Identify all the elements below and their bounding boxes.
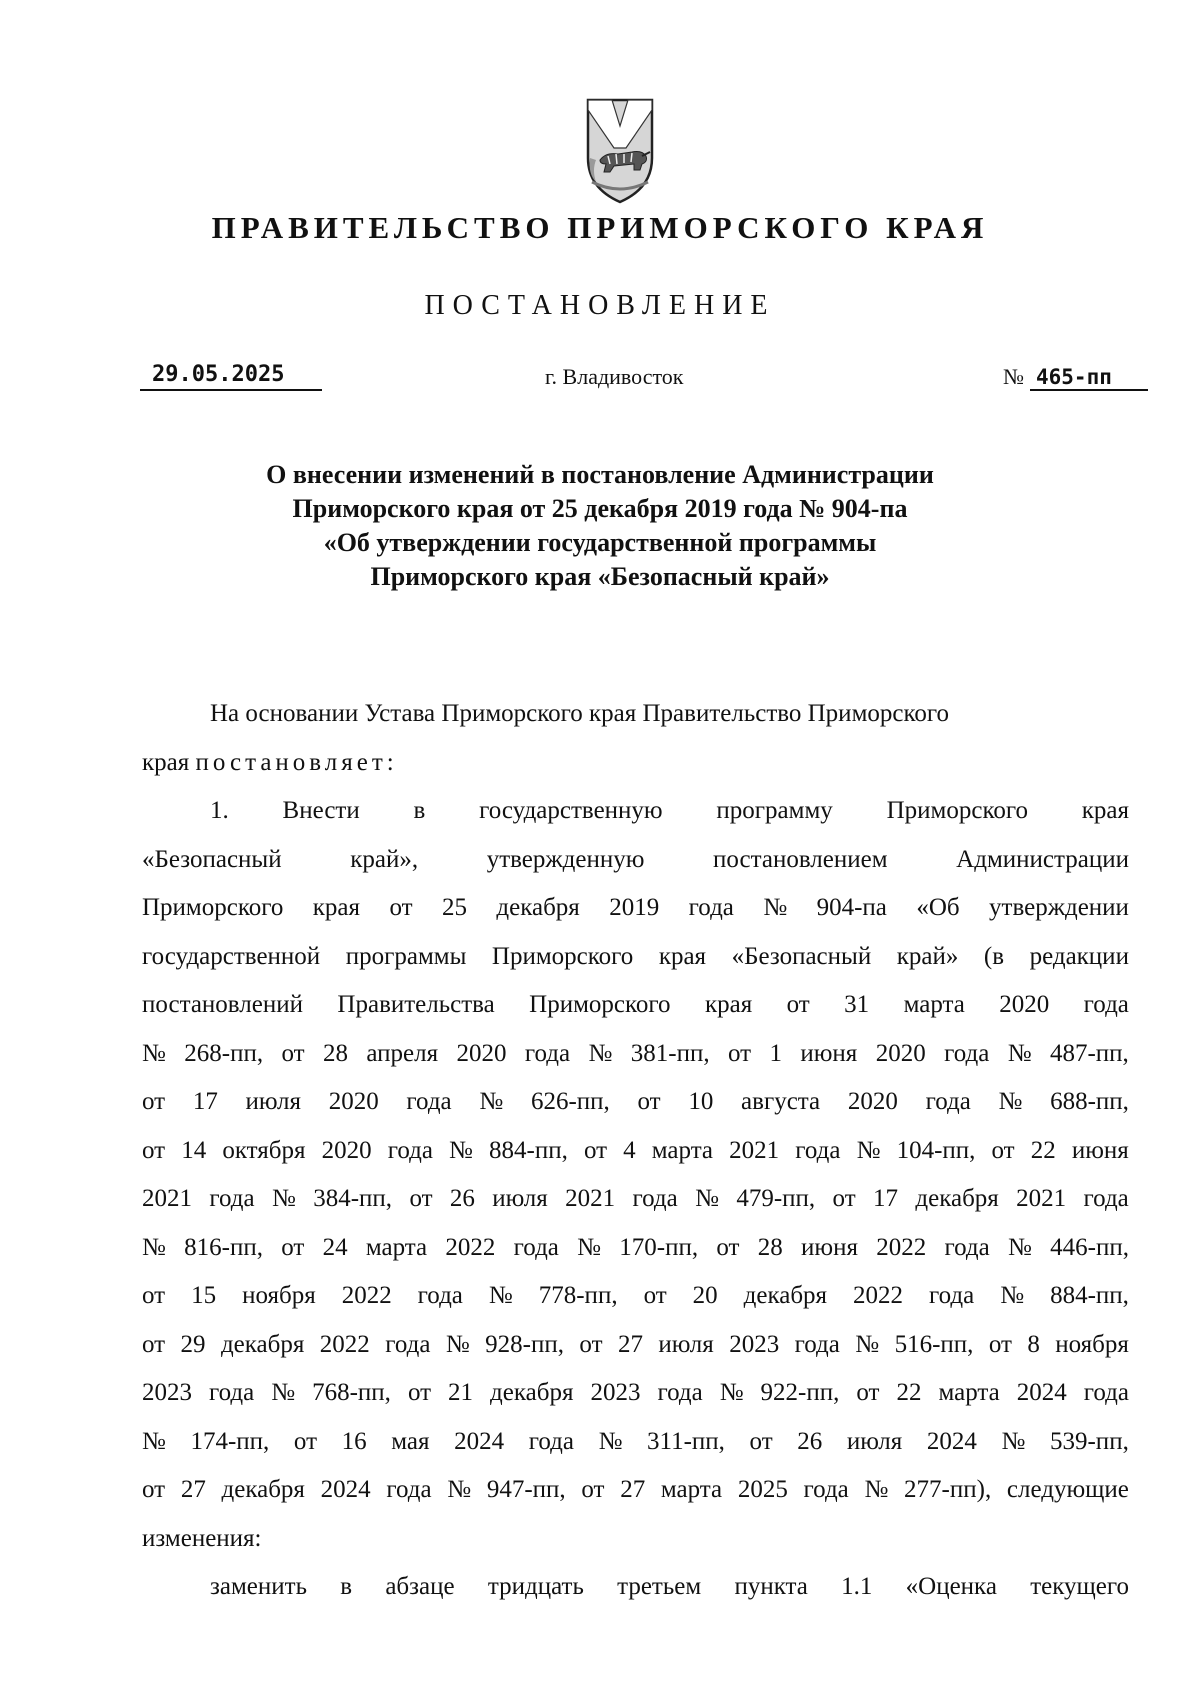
body-word: 28 (322, 1039, 348, 1067)
body-word: 28 (757, 1233, 783, 1261)
subject-line: Приморского края «Безопасный край» (370, 562, 830, 591)
body-word: края (142, 748, 190, 776)
body-word: от (643, 1282, 667, 1309)
body-word: июля (492, 1185, 548, 1212)
body-line (142, 933, 1129, 982)
body-word: № (1007, 1039, 1032, 1067)
body-word: № (1008, 1233, 1032, 1261)
body-word: 384-пп, (313, 1185, 393, 1212)
body-word: 2022 (853, 1282, 904, 1309)
body-word: 25 (441, 894, 467, 921)
body-word: 15 (191, 1282, 217, 1309)
body-word: № (142, 1039, 166, 1067)
body-word: края (704, 991, 753, 1018)
body-word: от (786, 991, 810, 1018)
body-word: июля (658, 1330, 714, 1358)
body-word: № (1000, 1282, 1025, 1309)
body-word: 2024 (320, 1476, 371, 1503)
document-body (142, 690, 1129, 1612)
body-word: от (142, 1330, 166, 1358)
subject-line: О внесении изменений в постановление Администрации (266, 460, 934, 489)
body-word: 311-пп, (647, 1427, 725, 1455)
body-line (142, 1563, 1129, 1612)
body-word: декабря (220, 1330, 305, 1358)
body-word: утверждении (989, 894, 1129, 921)
body-word: 516-пп, (894, 1330, 974, 1358)
body-word: от (409, 1185, 433, 1212)
body-word: 2022 (876, 1233, 927, 1261)
body-word: ноября (242, 1282, 316, 1309)
body-word: от (637, 1088, 661, 1115)
body-word: 816-пп, (184, 1233, 263, 1261)
body-word: край» (896, 942, 959, 970)
body-word: № (1001, 1427, 1026, 1455)
body-word: от (716, 1233, 740, 1261)
body-word: октября (222, 1136, 306, 1164)
body-word: 1 (769, 1039, 782, 1067)
body-word: от (856, 1379, 880, 1406)
body-word: года (632, 1185, 678, 1212)
body-line (142, 787, 1129, 836)
body-word: от (583, 1136, 608, 1164)
body-line (142, 1078, 1129, 1127)
body-word: 446-пп, (1050, 1233, 1129, 1261)
body-line (142, 1321, 1129, 1370)
body-word: от (293, 1427, 318, 1455)
body-word: 27 (617, 1330, 643, 1358)
body-word: «Об (916, 894, 960, 921)
body-line (142, 1466, 1129, 1515)
body-word: 21 (448, 1379, 474, 1406)
body-word: абзаце (385, 1573, 455, 1600)
body-word: следующие (1006, 1476, 1129, 1503)
body-word: 31 (844, 991, 870, 1018)
body-word: 27 (620, 1476, 646, 1503)
body-word: № (588, 1039, 613, 1067)
body-word: (в (983, 942, 1005, 970)
body-word: августа (741, 1088, 821, 1115)
body-word: июля (245, 1088, 301, 1115)
body-word: 1. (210, 797, 229, 824)
body-word: года (417, 1282, 463, 1309)
body-line (142, 884, 1129, 933)
body-word: «Безопасный (142, 845, 282, 873)
body-word: 27 (180, 1476, 206, 1503)
body-word: года (528, 1427, 574, 1455)
coat-of-arms-emblem (582, 96, 658, 206)
body-word: года (794, 1330, 840, 1358)
body-word: от (749, 1427, 773, 1455)
body-word: от (142, 1136, 166, 1164)
body-word: года (386, 1476, 432, 1503)
body-word: Приморского (886, 797, 1028, 824)
body-word: края (312, 894, 361, 921)
body-word: марта (651, 1136, 714, 1164)
body-word: 2021 (1016, 1185, 1067, 1212)
body-line: изменения: (142, 1524, 262, 1552)
body-word: от (142, 1088, 166, 1115)
body-word: от (727, 1039, 752, 1067)
body-word: 768-пп, (312, 1379, 391, 1406)
body-word: «Безопасный (731, 942, 872, 970)
body-word: края (658, 942, 707, 970)
body-word: 922-пп, (760, 1379, 840, 1406)
body-word: 2021 (565, 1185, 616, 1212)
body-word: декабря (496, 894, 580, 921)
body-word: тридцать (487, 1573, 584, 1600)
body-line (142, 1030, 1129, 1079)
body-word: третьем (617, 1573, 702, 1600)
body-word: 884-пп, (489, 1136, 568, 1164)
body-word: 2023 (590, 1379, 641, 1406)
body-word: 17 (192, 1088, 218, 1115)
body-word: от (142, 1282, 166, 1309)
body-word: 22 (1030, 1136, 1056, 1164)
body-word: от (407, 1379, 432, 1406)
body-word: 539-пп, (1049, 1427, 1129, 1455)
number-sign: № (1003, 364, 1024, 389)
body-word: года (385, 1330, 431, 1358)
body-word: № (695, 1185, 719, 1212)
body-word: мая (391, 1427, 430, 1455)
body-word: № (271, 1185, 296, 1212)
body-word: 688-пп, (1050, 1088, 1129, 1115)
body-word: года (657, 1379, 703, 1406)
body-word: года (1083, 1379, 1129, 1406)
body-word: года (1083, 991, 1129, 1018)
body-word: № (445, 1330, 470, 1358)
body-word: года (688, 894, 734, 921)
body-word: года (803, 1476, 849, 1503)
body-word: 174-пп, (190, 1427, 270, 1455)
body-word: от (142, 1476, 166, 1503)
body-word: декабря (490, 1379, 574, 1406)
body-word: 2023 (142, 1379, 192, 1406)
body-word: № (763, 894, 788, 921)
body-word: № (142, 1427, 166, 1455)
body-word: 904-па (816, 894, 887, 921)
body-word: декабря (221, 1476, 305, 1503)
body-line (142, 1127, 1129, 1176)
body-word: постановлений (142, 991, 303, 1018)
body-word: 2025 (737, 1476, 788, 1503)
body-word: край», (350, 845, 419, 873)
body-word: 2022 (319, 1330, 370, 1358)
body-word: 626-пп, (530, 1088, 610, 1115)
body-word: утвержденную (486, 845, 645, 873)
body-word: года (209, 1185, 255, 1212)
body-word: июня (1071, 1136, 1129, 1164)
body-line (142, 1272, 1129, 1321)
body-word: года (387, 1136, 433, 1164)
body-word: 2022 (445, 1233, 496, 1261)
body-word: 2020 (321, 1136, 372, 1164)
body-word: № (598, 1427, 623, 1455)
body-word: № (719, 1379, 744, 1406)
body-word: редакции (1029, 942, 1129, 970)
body-word: 2024 (1016, 1379, 1067, 1406)
body-word: 2022 (341, 1282, 392, 1309)
body-word: 26 (797, 1427, 823, 1455)
body-word: от (579, 1330, 603, 1358)
body-word: 928-пп, (485, 1330, 564, 1358)
body-word: года (929, 1282, 975, 1309)
body-word: 277-пп), (904, 1476, 992, 1503)
body-word: заменить (210, 1573, 307, 1600)
body-word: № (271, 1379, 296, 1406)
body-word: 268-пп, (184, 1039, 264, 1067)
body-word: от (281, 1039, 305, 1067)
body-word: года (795, 1136, 841, 1164)
resolves-word: постановляет: (195, 748, 398, 776)
body-word: в (413, 797, 426, 824)
body-word: № (479, 1088, 504, 1115)
body-word: декабря (915, 1185, 999, 1212)
body-word: Приморского (529, 991, 671, 1018)
body-word: 884-пп, (1050, 1282, 1129, 1309)
body-word: 2021 (729, 1136, 780, 1164)
item-1 (142, 787, 1129, 1515)
body-line (142, 1418, 1129, 1467)
body-word: года (944, 1039, 990, 1067)
body-word: Приморского (142, 894, 284, 921)
subject-line: «Об утверждении государственной программы (323, 528, 877, 557)
body-word: 8 (1027, 1330, 1040, 1358)
body-word: программу (716, 797, 833, 824)
document-type: ПОСТАНОВЛЕНИЕ (424, 290, 776, 321)
body-word: декабря (743, 1282, 828, 1309)
body-word: 10 (688, 1088, 714, 1115)
body-word: 479-пп, (736, 1185, 816, 1212)
body-word: № (856, 1136, 881, 1164)
body-word: № (449, 1136, 473, 1164)
body-word: государственной (142, 942, 321, 970)
body-word: 20 (692, 1282, 718, 1309)
body-word: от (581, 1476, 605, 1503)
body-word: года (513, 1233, 559, 1261)
body-word: 381-пп, (630, 1039, 710, 1067)
body-word: года (1083, 1185, 1129, 1212)
body-word: 1.1 (841, 1573, 873, 1600)
organization-title: ПРАВИТЕЛЬСТВО ПРИМОРСКОГО КРАЯ (211, 210, 989, 245)
body-word: апреля (366, 1039, 439, 1067)
document-number (1003, 364, 1148, 391)
body-word: № (142, 1233, 166, 1261)
body-word: ноября (1055, 1330, 1129, 1358)
body-word: 170-пп, (619, 1233, 699, 1261)
body-word: 104-пп, (896, 1136, 976, 1164)
document-meta-row (0, 362, 1200, 402)
body-word: государственную (479, 797, 663, 824)
body-word: года (925, 1088, 971, 1115)
body-line: На основании Устава Приморского края Правительство Приморского (210, 700, 949, 727)
document-date: 29.05.2025 (140, 362, 322, 391)
body-word: № (488, 1282, 513, 1309)
body-word: 26 (449, 1185, 475, 1212)
body-word: марта (938, 1379, 1000, 1406)
body-line (142, 1175, 1129, 1224)
body-word: от (832, 1185, 856, 1212)
body-word: № (998, 1088, 1023, 1115)
body-word: июля (846, 1427, 903, 1455)
body-word: года (406, 1088, 452, 1115)
body-line (142, 981, 1129, 1030)
body-word: постановлением (713, 845, 888, 873)
body-word: № (855, 1330, 880, 1358)
body-word: программы (345, 942, 467, 970)
body-word: 2020 (999, 991, 1050, 1018)
body-word: марта (903, 991, 965, 1018)
body-word: «Оценка (905, 1573, 997, 1600)
body-word: от (988, 1330, 1012, 1358)
body-line (142, 836, 1129, 885)
body-word: Внести (282, 797, 360, 824)
body-word: 14 (181, 1136, 207, 1164)
body-word: текущего (1030, 1573, 1129, 1600)
body-word: 2023 (729, 1330, 780, 1358)
body-word: 2020 (875, 1039, 926, 1067)
body-word: 16 (341, 1427, 367, 1455)
body-line (142, 1224, 1129, 1273)
body-word: от (281, 1233, 305, 1261)
subject-line: Приморского края от 25 декабря 2019 года № 904-па (292, 494, 908, 523)
body-word: пункта (734, 1573, 808, 1600)
body-word: 487-пп, (1049, 1039, 1129, 1067)
body-word: от (991, 1136, 1015, 1164)
body-line (142, 739, 1129, 788)
body-word: Правительства (337, 991, 495, 1018)
body-word: 29 (180, 1330, 206, 1358)
body-word: года (944, 1233, 990, 1261)
body-word: марта (365, 1233, 428, 1261)
body-word: № (864, 1476, 889, 1503)
body-word: 2024 (926, 1427, 977, 1455)
document-city: г. Владивосток (545, 364, 684, 389)
body-word: № (577, 1233, 602, 1261)
body-word: июня (801, 1233, 858, 1261)
body-word: 2024 (454, 1427, 505, 1455)
body-word: 2020 (847, 1088, 898, 1115)
body-word: 2020 (456, 1039, 507, 1067)
number-value: 465-пп (1030, 365, 1148, 391)
body-word: года (524, 1039, 571, 1067)
body-word: Приморского (491, 942, 634, 970)
document-subject (150, 458, 1050, 594)
body-word: края (1081, 797, 1129, 824)
body-word: июня (800, 1039, 858, 1067)
body-word: 2021 (142, 1185, 192, 1212)
body-word: № (447, 1476, 472, 1503)
body-word: от (389, 894, 413, 921)
body-line (142, 1369, 1129, 1418)
body-word: Администрации (956, 845, 1129, 873)
body-word: 24 (322, 1233, 348, 1261)
body-word: 2020 (328, 1088, 379, 1115)
body-word: 2019 (609, 894, 660, 921)
body-word: 17 (873, 1185, 899, 1212)
body-word: марта (660, 1476, 723, 1503)
body-word: 4 (623, 1136, 636, 1164)
body-word: 947-пп, (486, 1476, 566, 1503)
body-word: года (209, 1379, 255, 1406)
body-word: в (340, 1573, 353, 1600)
body-word: 778-пп, (538, 1282, 618, 1309)
body-word: 22 (896, 1379, 922, 1406)
